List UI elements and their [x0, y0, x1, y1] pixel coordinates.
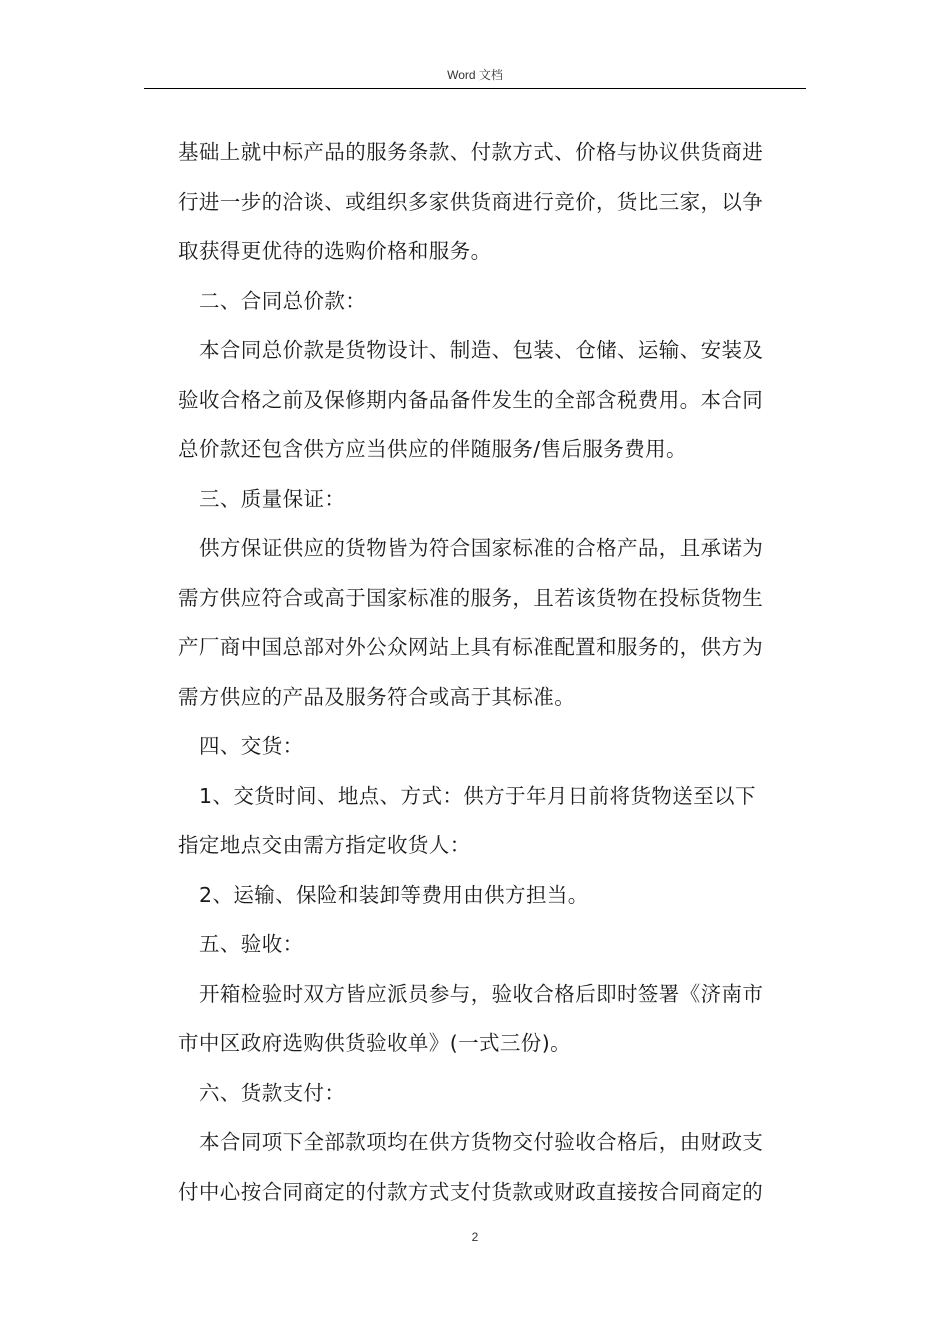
text-line: 付中心按合同商定的付款方式支付货款或财政直接按合同商定的 — [178, 1179, 764, 1204]
text-line: 三、质量保证： — [199, 486, 346, 511]
text-line: 取获得更优待的选购价格和服务。 — [178, 239, 492, 263]
page-number: 2 — [471, 1230, 479, 1244]
text-line: 开箱检验时双方皆应派员参与，验收合格后即时签署《济南市 — [199, 981, 764, 1006]
text-line: 四、交货： — [199, 734, 304, 758]
header-divider — [144, 88, 806, 89]
document-body — [178, 128, 808, 1217]
page-header: Word 文档 — [447, 68, 503, 82]
text-line: 验收合格之前及保修期内备品备件发生的全部含税费用。本合同 — [178, 387, 764, 412]
text-line: 六、货款支付： — [199, 1080, 346, 1105]
text-line: 产厂商中国总部对外公众网站上具有标准配置和服务的，供方为 — [178, 635, 764, 659]
text-line: 1、交货时间、地点、方式：供方于年月日前将货物送至以下 — [199, 783, 756, 808]
text-line: 指定地点交由需方指定收货人： — [178, 833, 471, 857]
text-line: 供方保证供应的货物皆为符合国家标准的合格产品，且承诺为 — [199, 536, 764, 560]
text-line: 需方供应的产品及服务符合或高于其标准。 — [178, 684, 576, 709]
text-line: 2、运输、保险和装卸等费用由供方担当。 — [199, 882, 589, 907]
text-line: 基础上就中标产品的服务条款、付款方式、价格与协议供货商进 — [178, 140, 764, 164]
text-line: 本合同项下全部款项均在供方货物交付验收合格后，由财政支 — [199, 1130, 764, 1154]
text-line: 总价款还包含供方应当供应的伴随服务/售后服务费用。 — [178, 437, 687, 461]
text-line: 五、验收： — [199, 932, 304, 956]
text-line: 本合同总价款是货物设计、制造、包装、仓储、运输、安装及 — [199, 338, 764, 362]
text-line: 市中区政府选购供货验收单》(一式三份)。 — [178, 1031, 571, 1055]
text-line: 需方供应符合或高于国家标准的服务，且若该货物在投标货物生 — [178, 585, 764, 610]
text-line: 行进一步的洽谈、或组织多家供货商进行竞价，货比三家，以争 — [178, 189, 764, 214]
text-line: 二、合同总价款： — [199, 288, 367, 313]
